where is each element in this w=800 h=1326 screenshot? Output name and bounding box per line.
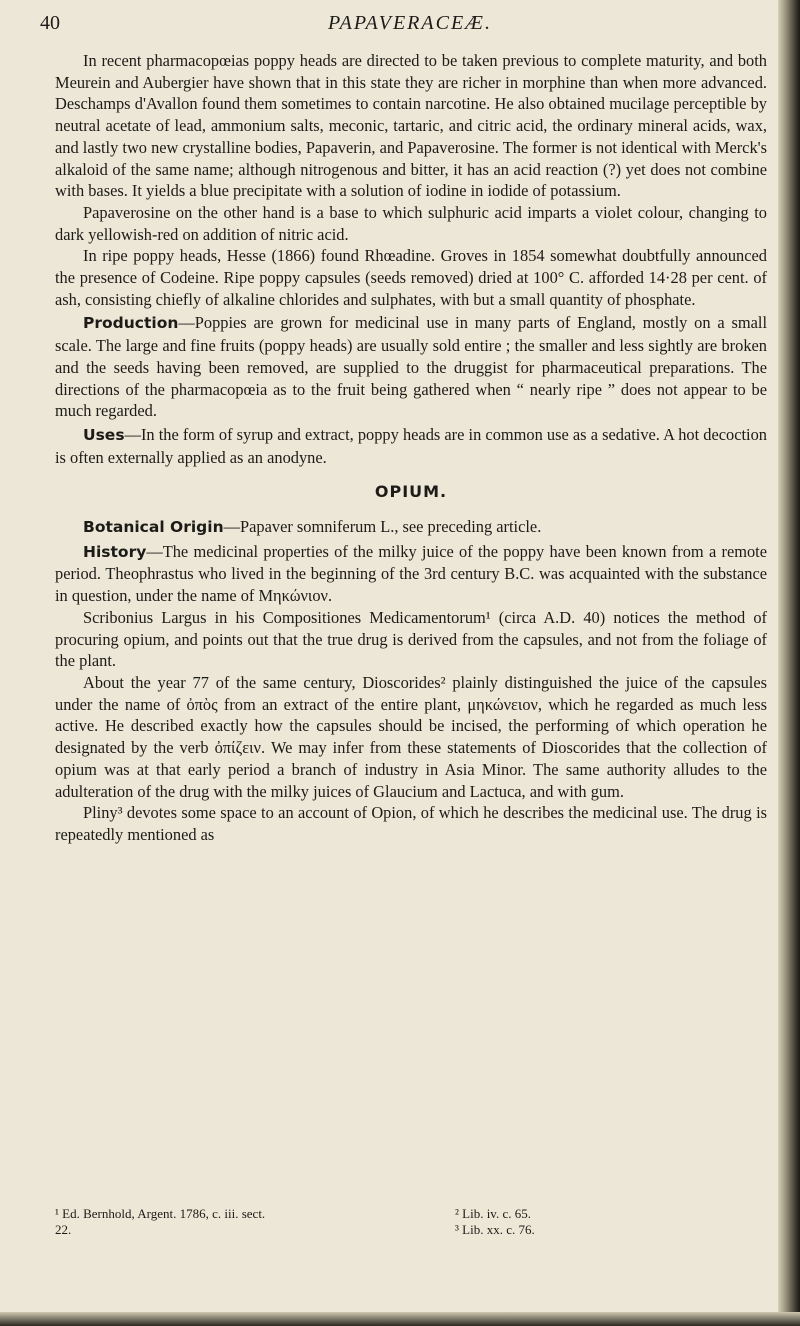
production-text: —Poppies are grown for medicinal use in many parts of England, mostly on a small scale. The large and fine fruits (poppy heads) are usually sold entire ; the smaller and less sightly are broken and the seeds having been removed, are supplied to the druggist for pharmaceutical preparations. The directions of the pharmacopœia as to the fruit being gathered when “ nearly ripe ” does not appear to be much regarded. — [55, 313, 767, 421]
body-text — [55, 50, 767, 846]
page-bottom-shadow — [0, 1312, 800, 1326]
production-label: Production — [83, 314, 179, 333]
footnote-3: ³ Lib. xx. c. 76. — [455, 1222, 535, 1237]
section-heading: OPIUM. — [374, 482, 448, 502]
history-paragraph — [55, 541, 767, 607]
paragraph: Pliny³ devotes some space to an account of Opion, of which he describes the medicinal use. The drug is repeatedly mentioned as — [55, 803, 767, 844]
history-text: —The medicinal properties of the milky juice of the poppy have been known from a remote period. Theophrastus who lived in the beginning of the 3rd century B.C. was acquainted with the substance in question, under the name of Μηκώνιον. — [55, 541, 767, 606]
botanical-text: —Papaver somniferum L., see preceding article. — [223, 517, 542, 537]
production-paragraph — [55, 312, 767, 422]
history-label: History — [83, 542, 147, 561]
uses-text: —In the form of syrup and extract, poppy heads are in common use as a sedative. A hot decoction is often externally applied as an anodyne. — [55, 424, 767, 467]
paragraph: In ripe poppy heads, Hesse (1866) found Rhœadine. Groves in 1854 somewhat doubtfully announced the presence of Codeine. Ripe poppy capsules (seeds removed) dried at 100° C. afforded 14·28 per cent. of ash, consisting chiefly of alkaline chlorides and sulphates, with but a small quantity of phosphate. — [55, 246, 767, 309]
uses-paragraph — [55, 424, 767, 468]
page-spine-shadow — [778, 0, 800, 1326]
paragraph: In recent pharmacopœias poppy heads are directed to be taken previous to complete maturity, and both Meurein and Aubergier have shown that in this state they are richer in morphine than when more advanced. Deschamps d'Avallon found them sometimes to contain narcotine. He also obtained mucilage perceptible by neutral acetate of lead, ammonium salts, meconic, tartaric, and citric acid, the ordinary mineral acids, wax, and lastly two new crystalline bodies, Papaverin, and Papaverosine. The former is not identical with Merck's alkaloid of the same name; although nitrogenous and bitter, it has an acid reaction (?) yet does not combine with bases. It yields a blue precipitate with a solution of iodine in iodide of potassium. — [55, 51, 767, 201]
page-header — [40, 12, 780, 40]
footnote-row — [55, 1206, 767, 1222]
footnotes — [55, 1206, 767, 1238]
botanical-label: Botanical Origin — [83, 518, 224, 537]
paragraph: Scribonius Largus in his Compositiones Medicamentorum¹ (circa A.D. 40) notices the method of procuring opium, and points out that the true drug is derived from the capsules, and not from the foliage of the plant. — [55, 607, 767, 671]
paragraph: Papaverosine on the other hand is a base to which sulphuric acid imparts a violet colour, changing to dark yellowish-red on addition of nitric acid. — [55, 202, 767, 244]
paragraph: About the year 77 of the same century, Dioscorides² plainly distinguished the juice of the capsules under the name of ὀπὸς from an extract of the entire plant, μηκώνειον, which he regarded as much less active. He described exactly how the capsules should be incised, the performing of which operation he designated by the verb ὀπίζειν. We may infer from these statements of Dioscorides that the collection of opium was at that early period a branch of industry in Asia Minor. The same authority alludes to the adulteration of the drug with the milky juices of Glaucium and Lactuca, and with gum. — [55, 672, 767, 801]
footnote-row — [55, 1222, 767, 1238]
signature-mark: 22. — [55, 1222, 72, 1237]
footnote-2: ² Lib. iv. c. 65. — [455, 1206, 531, 1221]
uses-label: Uses — [83, 425, 125, 444]
running-title: PAPAVERACEÆ. — [328, 12, 492, 34]
botanical-paragraph — [55, 516, 767, 539]
page-number: 40 — [40, 12, 60, 34]
footnote-1: ¹ Ed. Bernhold, Argent. 1786, c. iii. sect. — [55, 1206, 266, 1221]
